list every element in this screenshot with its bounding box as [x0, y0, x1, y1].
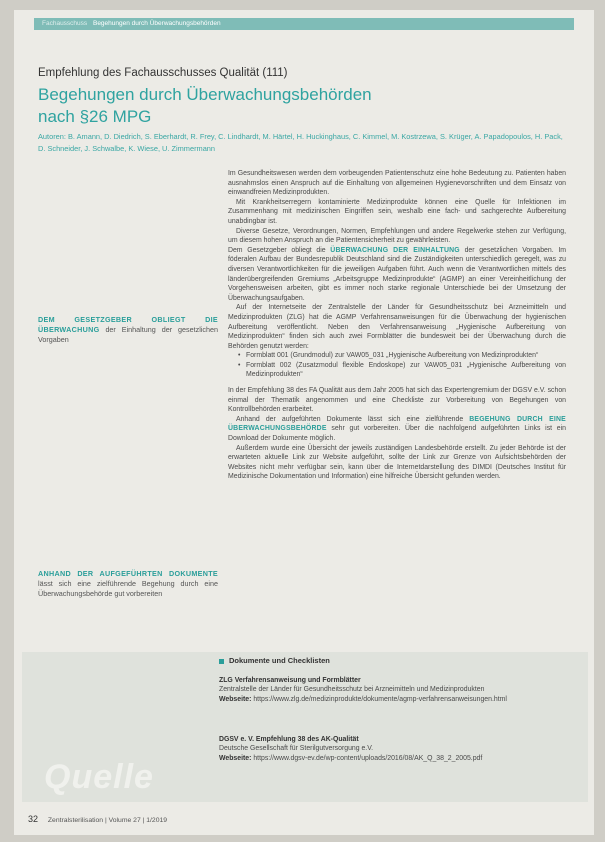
pull-quote-2-text: lässt sich eine zielführende Begehung durch eine Überwachungsbehörde gut vorbereiten [38, 579, 218, 598]
website-label: Webseite: [219, 695, 252, 703]
paragraph: Diverse Gesetze, Verordnungen, Normen, Empfehlungen und andere Regelwerke stehen zur Verfügung, um diesem hohen Anspruch an die Patientensicherheit zu gewährleisten. [228, 227, 566, 245]
inline-highlight: ÜBERWACHUNG DER EINHALTUNG [330, 246, 460, 254]
entry-text: Deutsche Gesellschaft für Sterilgutversorgung e.V. [219, 745, 374, 753]
pull-quote-1-highlight: DEM GESETZGEBER OBLIEGT DIE ÜBERWACHUNG [38, 315, 218, 334]
journal-page [14, 10, 594, 835]
article-kicker: Empfehlung des Fachausschusses Qualität (111) [38, 67, 288, 79]
article-title [38, 84, 568, 128]
paragraph: Auf der Internetseite der Zentralstelle der Länder für Gesundheitsschutz bei Arzneimitteln und Medizinprodukten (ZLG) hat die AGMP Verfahrensanweisungen für die Überwachung der hygienischen Aufbereitung veröffentlicht. Neben den Verfahrensanweisung „Hygienische Aufbereitung von Medizinprodukten“ finden sich auch zwei Formblätter die bundesweit bei der Überwachung durch die Behörden genutzt werden: [228, 304, 566, 350]
entry-heading: DGSV e. V. Empfehlung 38 des AK-Qualität [219, 736, 359, 743]
entry-website [219, 695, 559, 704]
body-text [228, 169, 566, 482]
entry-text: Zentralstelle der Länder für Gesundheitsschutz bei Arzneimitteln und Medizinprodukten [219, 686, 485, 694]
pull-quote-2-highlight: ANHAND DER AUFGEFÜHRTEN DOKUMENTE [38, 569, 218, 578]
list-item: • Formblatt 002 (Zusatzmodul flexible Endoskope) zur VAW05_031 „Hygienische Aufbereitung von Medizinprodukten“ [238, 361, 566, 380]
entry-website [219, 754, 559, 763]
section-label: Fachausschuss [42, 20, 88, 27]
paragraph-text: Dem Gesetzgeber obliegt die [228, 246, 326, 254]
paragraph: Außerdem wurde eine Übersicht der jeweils zuständigen Landesbehörde erstellt. Zu jeder Behörde ist der erwarteten aktuelle Link zur Website aufgeführt, sollte der Link zur Grenze von Aufsichtsbehörden der Websites nicht mehr verfügbar sein, kann über die Internetdarstellung des DIMDI (Deutsches Institut für Medizinische Dokumentation und Information) eine hilfreiche Übersicht gefunden werden. [228, 444, 566, 481]
paragraph [228, 415, 566, 444]
running-title: Begehungen durch Überwachungsbehörden [92, 20, 221, 27]
journal-citation: Zentralsterilisation | Volume 27 | 1/2019 [47, 817, 168, 824]
running-header [34, 18, 574, 30]
pull-quote-2 [38, 569, 218, 599]
watermark-text: Quelle [44, 758, 154, 796]
author-list: Autoren: B. Amann, D. Diedrich, S. Eberhardt, R. Frey, C. Lindhardt, M. Härtel, H. Huckinghaus, C. Kimmel, M. Kostrzewa, S. Krüger, A. Papadopoulos, H. Pack, D. Schneider, J. Schwalbe, K. Wiese, U. Zimmermann [38, 132, 563, 153]
website-label: Webseite: [219, 754, 252, 762]
title-line-2: nach §26 MPG [38, 107, 152, 126]
paragraph-text: Anhand der aufgeführten Dokumente lässt sich eine zielführende [236, 415, 464, 423]
paragraph: In der Empfehlung 38 des FA Qualität aus dem Jahr 2005 hat sich das Expertengremium der DGSV e.V. schon einmal der Thematik angenommen und eine Checkliste zur Vorbereitung von Begehungen von Kontrollbehörden erarbeitet. [228, 387, 566, 414]
page-number: 32 [28, 814, 39, 824]
form-list [228, 351, 566, 380]
paragraph [228, 246, 566, 304]
paragraph-text: der gesetzlichen Vorgaben. Im föderalen Aufbau der Bundesrepublik Deutschland sind die Zuständigkeiten unterschiedlich geregelt, was zu diversen Verantwortlichkeiten für die jeweiligen Aufgaben führt. Auch wenn die Verantwortlichen mittels des länderübergreifenden Gremiums „Arbeitsgruppe Medizinprodukte“ (AGMP) an einer Vereinheitlichung der Vorgehensweisen arbeiten, gibt es immer noch starke regionale Unterschiede bei der Umsetzung der Überwachungsaufgaben. [228, 246, 566, 302]
pull-quote-1 [38, 315, 218, 345]
pull-quote-1-text: der Einhaltung der gesetzlichen Vorgaben [38, 325, 219, 344]
documents-box-title [219, 656, 330, 665]
page-footer [28, 814, 328, 824]
document-entry-dgsv [219, 735, 559, 763]
website-link[interactable]: https://www.dgsv-ev.de/wp-content/uploads/2016/08/AK_Q_38_2_2005.pdf [253, 754, 483, 762]
entry-heading: ZLG Verfahrensanweisung und Formblätter [219, 677, 361, 684]
document-entry-zlg [219, 676, 559, 704]
box-title-text: Dokumente und Checklisten [229, 656, 330, 665]
square-bullet-icon [219, 659, 224, 664]
list-item: • Formblatt 001 (Grundmodul) zur VAW05_031 „Hygienische Aufbereitung von Medizinprodukten“ [238, 351, 566, 361]
paragraph-text: sehr gut vorbereiten. Über die nachfolgend aufgeführten Links ist ein Download der Dokumente möglich. [228, 425, 566, 443]
paragraph: Mit Krankheitserregern kontaminierte Medizinprodukte können eine Quelle für Infektionen im Zusammenhang mit medizinischen Eingriffen sein, weshalb eine fach- und sachgerechte Aufbereitung unabdingbar ist. [228, 198, 566, 225]
paragraph: Im Gesundheitswesen werden dem vorbeugenden Patientenschutz eine hohe Bedeutung zu. Patienten haben ausnahmslos einen Anspruch auf die Einhaltung von allgemeinen Hygienevorschriften und dem Einsatz von einwandfreien Medizinprodukten. [228, 170, 566, 197]
inline-highlight: BEGEHUNG DURCH EINE ÜBERWACHUNGSBEHÖRDE [228, 415, 566, 433]
website-link[interactable]: https://www.zlg.de/medizinprodukte/dokumente/agmp-verfahrensanweisungen.html [253, 695, 507, 703]
title-line-1: Begehungen durch Überwachungsbehörden [38, 85, 372, 104]
